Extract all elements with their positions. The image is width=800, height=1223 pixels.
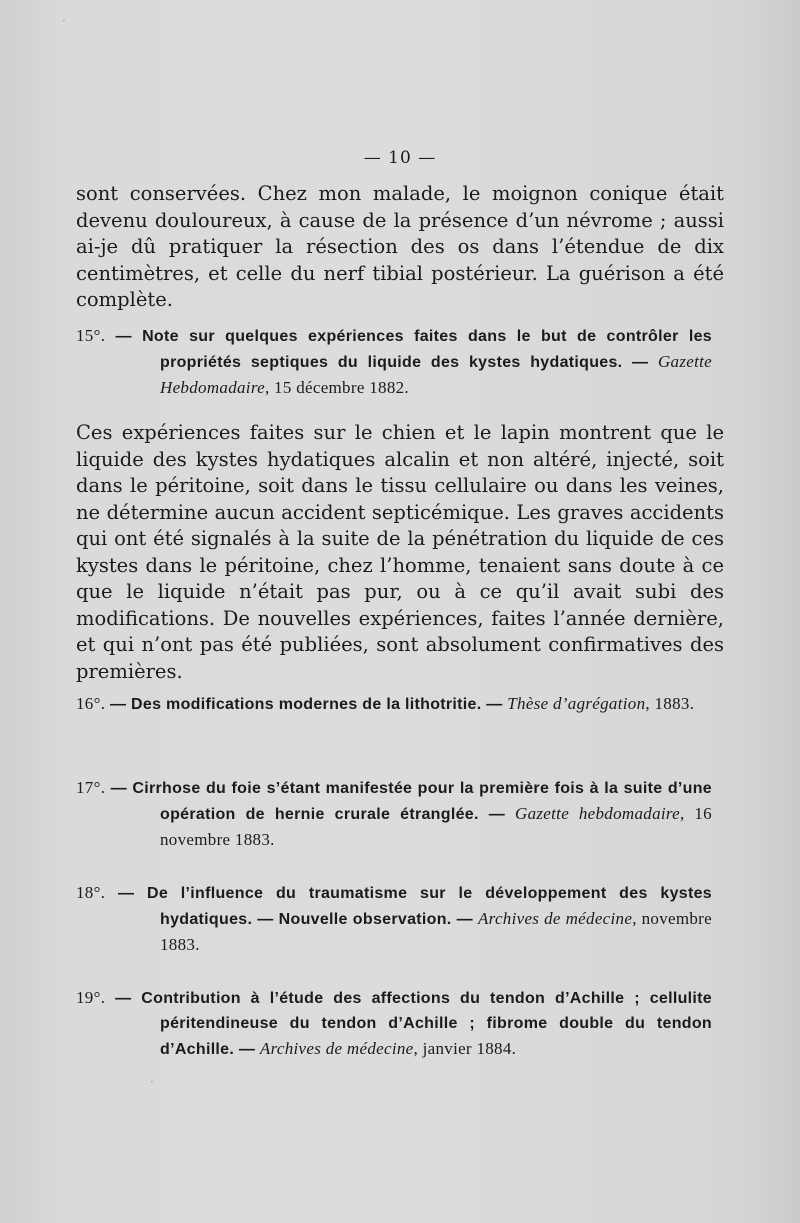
entry-title: — Note sur quelques expériences faites dans le but de contrôler les propriétés septiques du liquide des kystes hydatiques. — <box>105 328 712 371</box>
paragraph-experiments: Ces expériences faites sur le chien et le lapin montrent que le liquide des kystes hydatiques alcalin et non altéré, injecté, soit dans le péritoine, soit dans le tissu cellulaire ou dans les veines, ne détermine aucun accident septicémique. Les graves accidents qui ont été signalés à la suite de la pénétration du liquide de ces kystes dans le péritoine, chez l’homme, tenaient sans doute à ce que le liquide n’était pas pur, ou à ce qu’il avait subi des modifications. De nouvelles expériences, faites l’année dernière, et qui n’ont pas été publiées, sont absolument confirmatives des premières. <box>76 421 724 683</box>
entry-number: 19°. <box>76 988 106 1007</box>
entry-date: , 1883. <box>645 694 695 713</box>
bibliography-entry-17 <box>76 775 712 853</box>
bibliography-entry-15 <box>76 323 712 401</box>
entry-title: — De l’influence du traumatisme sur le développement des kystes hydatiques. — Nouvelle observation. — <box>105 885 712 928</box>
bibliography-entry-18 <box>76 880 712 958</box>
entry-number: 15°. <box>76 326 106 345</box>
entry-number: 17°. <box>76 778 106 797</box>
entry-date: , 15 décembre 1882. <box>264 378 409 397</box>
entry-title: — Cirrhose du foie s’étant manifestée pour la première fois à la suite d’une opération de hernie crurale étranglée. — <box>105 780 712 823</box>
entry-date: , janvier 1884. <box>413 1039 517 1058</box>
entry-number: 16°. <box>76 694 106 713</box>
entry-source: Thèse d’agrégation <box>507 694 646 713</box>
entry-source: Archives de médecine <box>477 909 633 928</box>
paragraph-continuation: sont conservées. Chez mon malade, le moignon conique était devenu douloureux, à cause de la présence d’un névrome ; aussi ai-je dû pratiquer la résection des os dans l’étendue de dix centimètres, et celle du nerf tibial postérieur. La guérison a été complète. <box>76 182 724 311</box>
entry-source: Gazette Hebdomadaire <box>160 352 712 397</box>
bibliography-entry-16 <box>76 691 712 717</box>
scan-speck: · <box>62 14 66 28</box>
entry-date: , 16 novembre 1883. <box>160 804 712 849</box>
entry-source: Gazette hebdomadaire <box>515 804 681 823</box>
entry-number: 18°. <box>76 883 106 902</box>
bibliography-entry-19 <box>76 985 712 1062</box>
entry-date: , novembre 1883. <box>160 909 712 954</box>
page-number: — 10 — <box>363 148 437 168</box>
entry-title: — Contribution à l’étude des affections du tendon d’Achille ; cellulite péritendineuse du tendon d’Achille ; fibrome double du tendon d’Achille. — <box>105 990 712 1058</box>
scan-speck: · <box>150 1075 154 1089</box>
entry-source: Archives de médecine <box>259 1039 414 1058</box>
entry-title: — Des modifications modernes de la lithotritie. — <box>105 696 508 713</box>
